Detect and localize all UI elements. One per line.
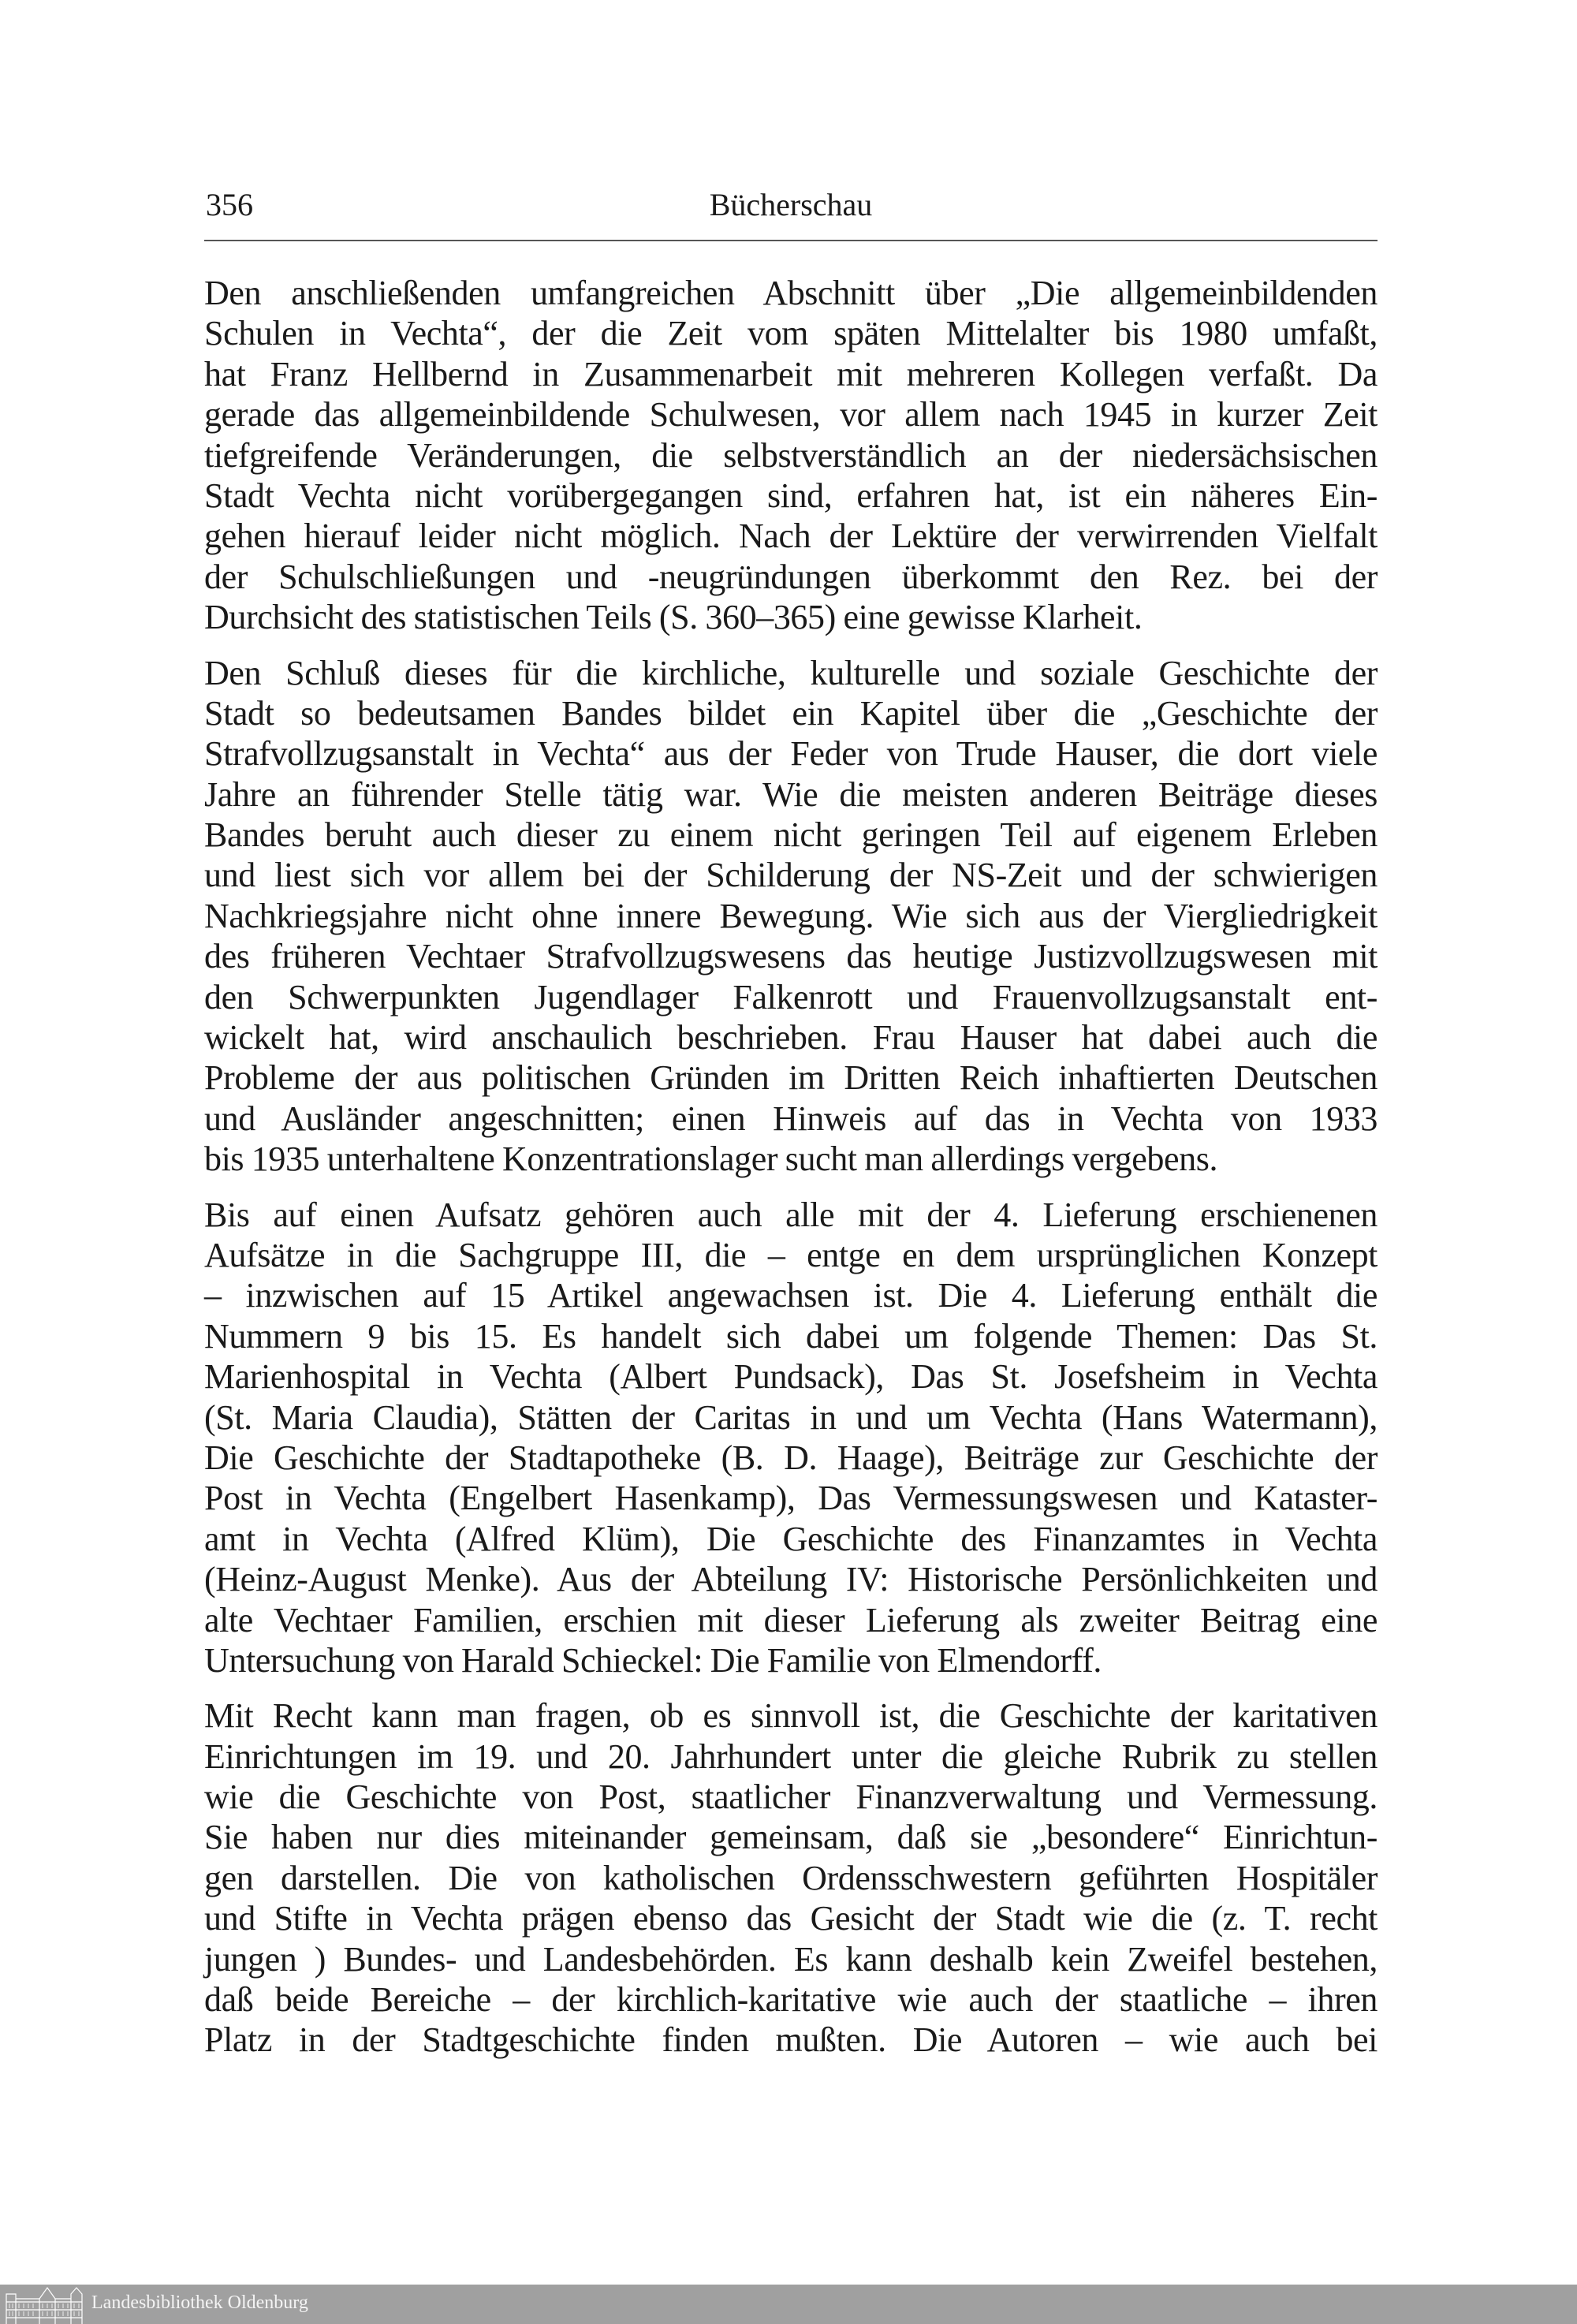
library-name: Landesbibliothek Oldenburg <box>91 2292 308 2313</box>
text-line: tiefgreifende Veränderungen, die selbstverständlich an der niedersächsischen <box>204 435 1378 475</box>
text-line: Post in Vechta (Engelbert Hasenkamp), Das Vermessungswesen und Kataster- <box>204 1479 1378 1518</box>
text-line: Den Schluß dieses für die kirchliche, kulturelle und soziale Geschichte der <box>204 653 1378 692</box>
paragraph <box>204 653 1378 1180</box>
header-rule <box>204 240 1378 241</box>
text-line: jungen ) Bundes- und Landesbehörden. Es kann deshalb kein Zweifel bestehen, <box>204 1939 1378 1979</box>
page-number: 356 <box>206 187 253 222</box>
text-line: Einrichtungen im 19. und 20. Jahrhundert unter die gleiche Rubrik zu stellen <box>204 1736 1378 1776</box>
text-line: alte Vechtaer Familien, erschien mit dieser Lieferung als zweiter Beitrag eine <box>204 1600 1378 1639</box>
paragraph <box>204 1195 1378 1681</box>
text-line: daß beide Bereiche – der kirchlich-karitative wie auch der staatliche – ihren <box>204 1980 1378 2020</box>
text-line: Marienhospital in Vechta (Albert Pundsack), Das St. Josefsheim in Vechta <box>204 1357 1378 1397</box>
text-line: hat Franz Hellbernd in Zusammenarbeit mit mehreren Kollegen verfaßt. Da <box>204 354 1378 394</box>
running-title: Bücherschau <box>709 187 873 222</box>
text-line: Durchsicht des statistischen Teils (S. 360–365) eine gewisse Klarheit. <box>204 598 1143 637</box>
running-header <box>204 186 1378 226</box>
text-line: wickelt hat, wird anschaulich beschrieben. Frau Hauser hat dabei auch die <box>204 1018 1378 1058</box>
text-line: wie die Geschichte von Post, staatlicher Finanzverwaltung und Vermessung. <box>204 1778 1378 1817</box>
body-text <box>204 273 1378 2061</box>
text-line: amt in Vechta (Alfred Klüm), Die Geschichte des Finanzamtes in Vechta <box>204 1519 1378 1558</box>
text-line: Nachkriegsjahre nicht ohne innere Bewegung. Wie sich aus der Viergliedrigkeit <box>204 896 1378 935</box>
text-line: Platz in der Stadtgeschichte finden mußten. Die Autoren – wie auch bei <box>204 2020 1378 2060</box>
text-line: Bis auf einen Aufsatz gehören auch alle mit der 4. Lieferung erschienenen <box>204 1195 1378 1234</box>
text-line: Stadt Vechta nicht vorübergegangen sind, erfahren hat, ist ein näheres Ein- <box>204 476 1378 515</box>
text-line: des früheren Vechtaer Strafvollzugswesens das heutige Justizvollzugswesen mit <box>204 937 1378 976</box>
text-line: – inzwischen auf 15 Artikel angewachsen ist. Die 4. Lieferung enthält die <box>204 1276 1378 1315</box>
text-line: und Stifte in Vechta prägen ebenso das Gesicht der Stadt wie die (z. T. recht <box>204 1899 1378 1938</box>
text-line: der Schulschließungen und -neugründungen überkommt den Rez. bei der <box>204 557 1378 596</box>
paragraph <box>204 273 1378 638</box>
footer-bar <box>0 2285 1577 2324</box>
text-line: Schulen in Vechta“, der die Zeit vom späten Mittelalter bis 1980 umfaßt, <box>204 314 1378 353</box>
text-line: Bandes beruht auch dieser zu einem nicht geringen Teil auf eigenem Erleben <box>204 815 1378 855</box>
text-line: gerade das allgemeinbildende Schulwesen, vor allem nach 1945 in kurzer Zeit <box>204 395 1378 435</box>
text-line: gen darstellen. Die von katholischen Ordensschwestern geführten Hospitäler <box>204 1858 1378 1897</box>
text-line: gehen hierauf leider nicht möglich. Nach der Lektüre der verwirrenden Vielfalt <box>204 517 1378 556</box>
text-line: Mit Recht kann man fragen, ob es sinnvoll ist, die Geschichte der karitativen <box>204 1696 1378 1736</box>
text-line: (Heinz-August Menke). Aus der Abteilung IV: Historische Persönlichkeiten und <box>204 1560 1378 1599</box>
text-line: Untersuchung von Harald Schieckel: Die Familie von Elmendorff. <box>204 1640 1102 1680</box>
library-building-logo-icon <box>5 2286 85 2324</box>
text-line: bis 1935 unterhaltene Konzentrationslager sucht man allerdings vergebens. <box>204 1140 1218 1179</box>
text-line: Stadt so bedeutsamen Bandes bildet ein Kapitel über die „Geschichte der <box>204 693 1378 733</box>
text-line: Den anschließenden umfangreichen Abschnitt über „Die allgemeinbildenden <box>204 274 1378 312</box>
text-line: Probleme der aus politischen Gründen im Dritten Reich inhaftierten Deutschen <box>204 1058 1378 1098</box>
text-line: Strafvollzugsanstalt in Vechta“ aus der Feder von Trude Hauser, die dort viele <box>204 734 1378 774</box>
text-line: und liest sich vor allem bei der Schilderung der NS-Zeit und der schwierigen <box>204 856 1378 895</box>
text-line: (St. Maria Claudia), Stätten der Caritas in und um Vechta (Hans Watermann), <box>204 1397 1378 1437</box>
text-line: und Ausländer angeschnitten; einen Hinweis auf das in Vechta von 1933 <box>204 1099 1378 1138</box>
text-line: Jahre an führender Stelle tätig war. Wie die meisten anderen Beiträge dieses <box>204 774 1378 814</box>
text-line: den Schwerpunkten Jugendlager Falkenrott und Frauenvollzugsanstalt ent- <box>204 977 1378 1017</box>
text-line: Die Geschichte der Stadtapotheke (B. D. Haage), Beiträge zur Geschichte der <box>204 1438 1378 1477</box>
paragraph <box>204 1695 1378 2061</box>
text-line: Nummern 9 bis 15. Es handelt sich dabei um folgende Themen: Das St. <box>204 1316 1378 1356</box>
text-line: Sie haben nur dies miteinander gemeinsam, daß sie „besondere“ Einrichtun- <box>204 1818 1378 1857</box>
text-line: Aufsätze in die Sachgruppe III, die – entge en dem ursprünglichen Konzept <box>204 1235 1378 1274</box>
